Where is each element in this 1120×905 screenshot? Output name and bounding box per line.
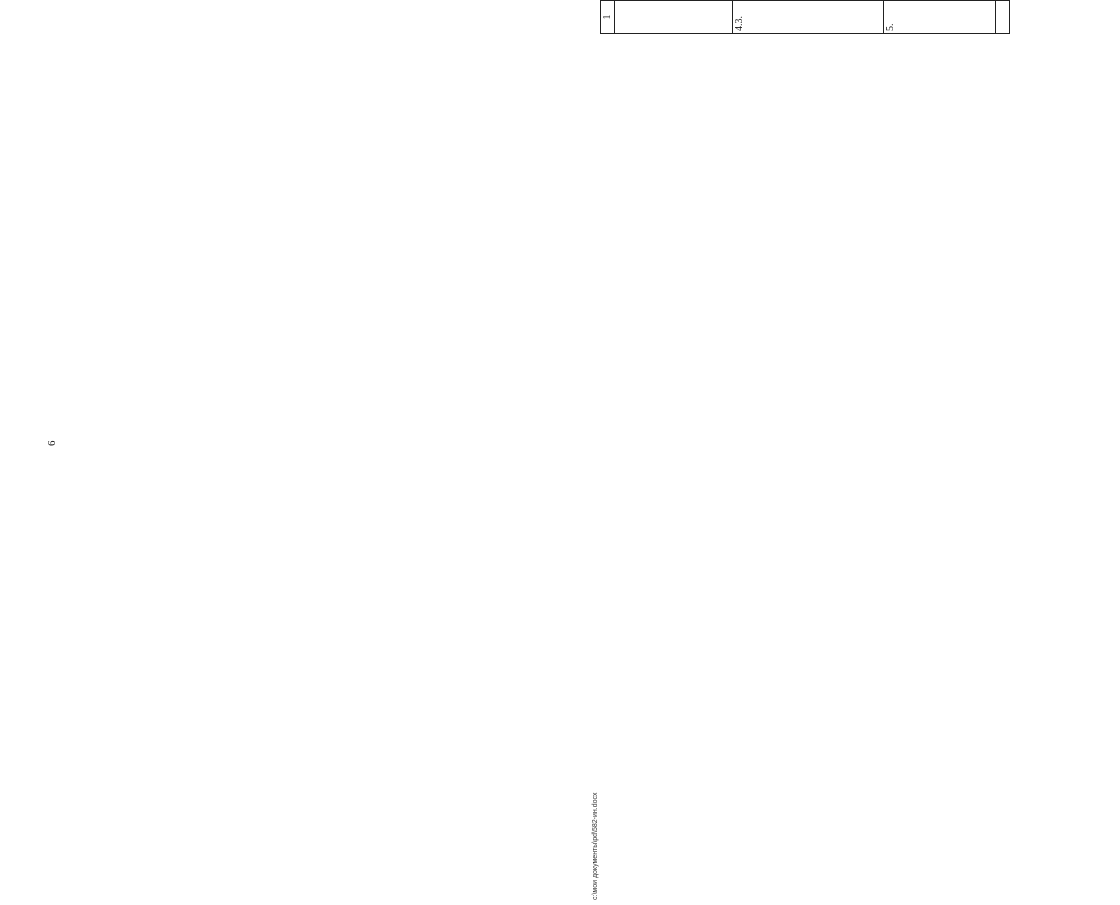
header-row: [601, 0, 615, 34]
item-number: [996, 1, 1010, 34]
item-number: 4.3.: [733, 1, 884, 34]
including-label: [996, 0, 1010, 1]
table-row: [733, 0, 760, 34]
item-name: [733, 0, 884, 1]
table-row: [884, 0, 898, 34]
program-funding-table: [600, 0, 1010, 34]
file-path-footer: c:\мои документы\pd\582-ин.docx: [592, 792, 599, 900]
table-row: [615, 0, 630, 34]
page-number: 6: [46, 440, 58, 446]
col-header: [601, 0, 615, 1]
item-name: [615, 0, 733, 1]
item-number: [615, 1, 733, 34]
item-number: 5.: [884, 1, 996, 34]
col-header: 1: [601, 1, 615, 34]
table-row: [996, 0, 1010, 34]
item-name: [884, 0, 996, 1]
rotated-page-content: [600, 0, 1120, 34]
